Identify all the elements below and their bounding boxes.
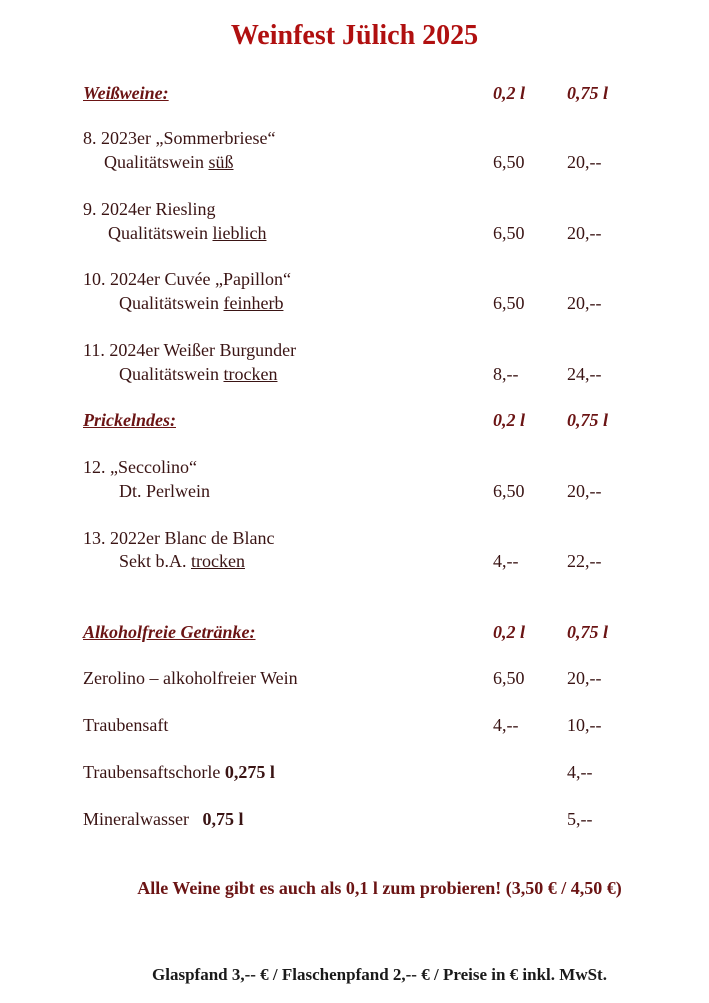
price-small: 4,-- <box>493 715 519 735</box>
price-large: 5,-- <box>567 809 593 829</box>
wine-quality: Qualitätswein <box>104 152 204 172</box>
price-large: 4,-- <box>567 762 593 782</box>
column-header-small: 0,2 l <box>493 622 526 642</box>
wine-quality: Sekt b.A. <box>119 551 187 571</box>
wine-name: 12. „Seccolino“ <box>83 457 197 477</box>
drink-volume: 0,275 l <box>224 762 275 782</box>
wine-name: 11. 2024er Weißer Burgunder <box>83 340 297 360</box>
price-small: 8,-- <box>493 364 519 384</box>
wine-name: 8. 2023er „Sommerbriese“ <box>83 128 276 148</box>
drink-volume: 0,75 l <box>202 809 244 829</box>
price-small: 6,50 <box>493 668 525 688</box>
section-heading-weissweine: Weißweine: <box>83 83 169 103</box>
wine-name: 13. 2022er Blanc de Blanc <box>83 528 275 548</box>
drink-name: Traubensaftschorle <box>83 762 221 782</box>
wine-taste: feinherb <box>223 293 284 313</box>
price-large: 20,-- <box>567 223 602 243</box>
wine-detail <box>108 222 266 244</box>
drink-name-row <box>83 761 275 783</box>
price-large: 10,-- <box>567 715 602 735</box>
wine-taste: lieblich <box>212 223 267 243</box>
section-heading-alkoholfrei: Alkoholfreie Getränke: <box>83 622 256 642</box>
drink-name: Zerolino – alkoholfreier Wein <box>83 668 298 688</box>
price-small: 6,50 <box>493 152 525 172</box>
section-heading-prickelndes: Prickelndes: <box>83 410 176 430</box>
column-header-small: 0,2 l <box>493 83 526 103</box>
price-small: 6,50 <box>493 223 525 243</box>
price-large: 24,-- <box>567 364 602 384</box>
wine-name: 10. 2024er Cuvée „Papillon“ <box>83 269 291 289</box>
price-small: 6,50 <box>493 293 525 313</box>
footer-deposit-note: Glaspfand 3,-- € / Flaschenpfand 2,-- € / Preise in € inkl. MwSt. <box>152 965 607 984</box>
drink-name-row <box>83 808 243 830</box>
wine-detail <box>119 363 277 385</box>
wine-taste: trocken <box>191 551 245 571</box>
wine-taste: trocken <box>223 364 278 384</box>
column-header-small: 0,2 l <box>493 410 526 430</box>
price-large: 20,-- <box>567 293 602 313</box>
wine-detail <box>119 550 245 572</box>
price-small: 4,-- <box>493 551 519 571</box>
column-header-large: 0,75 l <box>567 622 609 642</box>
wine-detail <box>104 151 234 173</box>
page-title: Weinfest Jülich 2025 <box>230 20 479 51</box>
price-large: 20,-- <box>567 481 602 501</box>
tasting-note: Alle Weine gibt es auch als 0,1 l zum probieren! (3,50 € / 4,50 €) <box>137 878 622 898</box>
wine-name: 9. 2024er Riesling <box>83 199 216 219</box>
drink-name: Traubensaft <box>83 715 169 735</box>
wine-taste: süß <box>208 152 234 172</box>
wine-quality: Qualitätswein <box>119 293 219 313</box>
column-header-large: 0,75 l <box>567 410 609 430</box>
price-small: 6,50 <box>493 481 525 501</box>
wine-detail <box>119 292 283 314</box>
price-large: 20,-- <box>567 152 602 172</box>
price-large: 22,-- <box>567 551 602 571</box>
price-large: 20,-- <box>567 668 602 688</box>
wine-quality: Dt. Perlwein <box>119 481 210 501</box>
wine-quality: Qualitätswein <box>119 364 219 384</box>
column-header-large: 0,75 l <box>567 83 609 103</box>
drink-name: Mineralwasser <box>83 809 189 829</box>
wine-detail <box>119 480 210 502</box>
wine-quality: Qualitätswein <box>108 223 208 243</box>
